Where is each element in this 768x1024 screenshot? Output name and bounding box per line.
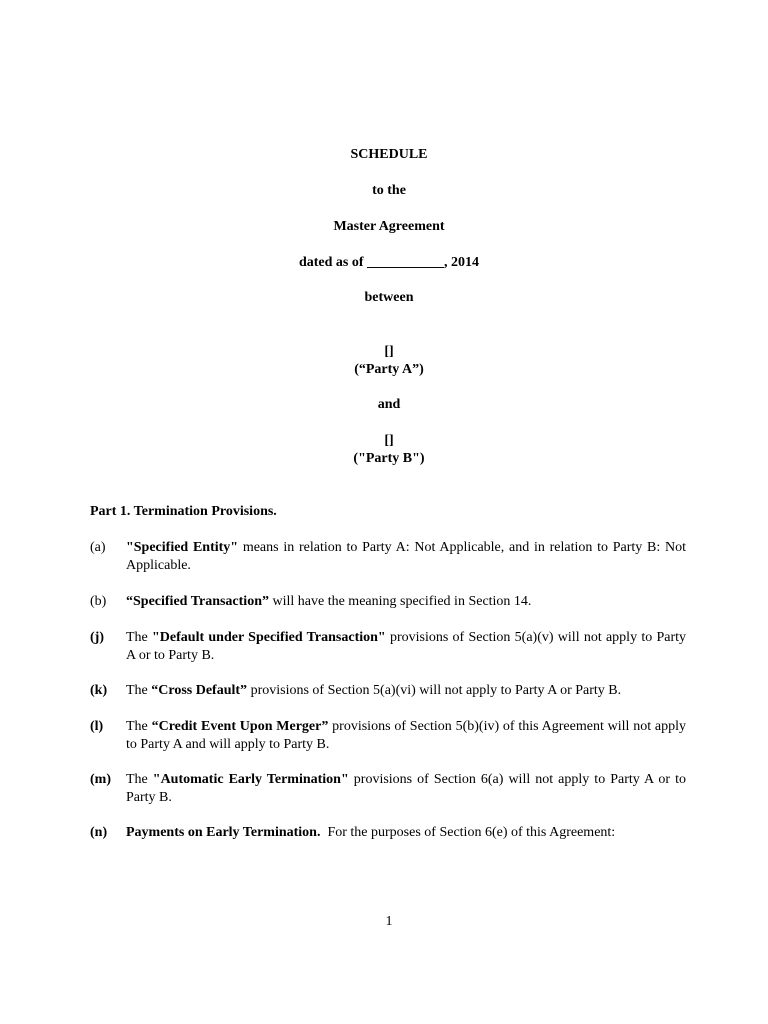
provision-b xyxy=(90,593,686,611)
provision-label: (b) xyxy=(90,594,107,609)
party-a-label: (“Party A”) xyxy=(354,362,424,377)
party-a-placeholder: [] xyxy=(384,344,394,359)
provision-label: (l) xyxy=(90,719,104,734)
and-line: and xyxy=(377,397,401,412)
provision-prefix: The xyxy=(126,719,152,734)
provision-term: “Specified Transaction” xyxy=(126,594,269,609)
provision-prefix: The xyxy=(126,772,153,787)
provision-label: (a) xyxy=(90,540,106,555)
between-line: between xyxy=(364,290,414,305)
provision-term: "Specified Entity" xyxy=(126,540,239,555)
provision-term: “Credit Event Upon Merger” xyxy=(151,719,329,734)
part-1-heading: Part 1. Termination Provisions. xyxy=(90,504,277,519)
provision-j xyxy=(90,629,686,665)
provision-term: "Automatic Early Termination" xyxy=(152,772,349,787)
provision-label: (n) xyxy=(90,825,108,840)
provision-l xyxy=(90,718,686,754)
party-b-placeholder: [] xyxy=(384,433,394,448)
provision-term: “Cross Default” xyxy=(151,683,248,698)
master-agreement-line: Master Agreement xyxy=(333,219,445,234)
provision-text: provisions of Section 5(b)(iv) of this Agreement will not apply to Party A and will apply to Party B. xyxy=(126,719,687,752)
provision-prefix: The xyxy=(126,630,153,645)
provision-n xyxy=(90,824,686,842)
page-number: 1 xyxy=(385,914,393,929)
provision-term: Payments on Early Termination. xyxy=(126,825,321,840)
provision-k xyxy=(90,682,686,700)
provision-label: (k) xyxy=(90,683,108,698)
provision-text: provisions of Section 5(a)(v) will not apply to Party A or to Party B. xyxy=(126,630,687,663)
provision-label: (j) xyxy=(90,630,104,645)
to-the-line: to the xyxy=(372,183,406,198)
provision-prefix: The xyxy=(126,683,152,698)
provision-m xyxy=(90,771,686,807)
provision-text: provisions of Section 5(a)(vi) will not apply to Party A or Party B. xyxy=(247,683,622,698)
provision-text: provisions of Section 6(a) will not apply to Party A or to Party B. xyxy=(126,772,686,805)
schedule-title: SCHEDULE xyxy=(350,147,428,162)
provision-text: will have the meaning specified in Section 14. xyxy=(269,594,532,609)
provision-term: "Default under Specified Transaction" xyxy=(152,630,386,645)
provision-text: means in relation to Party A: Not Applicable, and in relation to Party B: Not Applicable. xyxy=(126,540,687,573)
provision-a xyxy=(90,539,686,575)
party-b-label: ("Party B") xyxy=(353,451,425,466)
provision-label: (m) xyxy=(90,772,111,787)
provision-text: For the purposes of Section 6(e) of this Agreement: xyxy=(320,825,616,840)
dated-line: dated as of ___________, 2014 xyxy=(298,255,480,270)
